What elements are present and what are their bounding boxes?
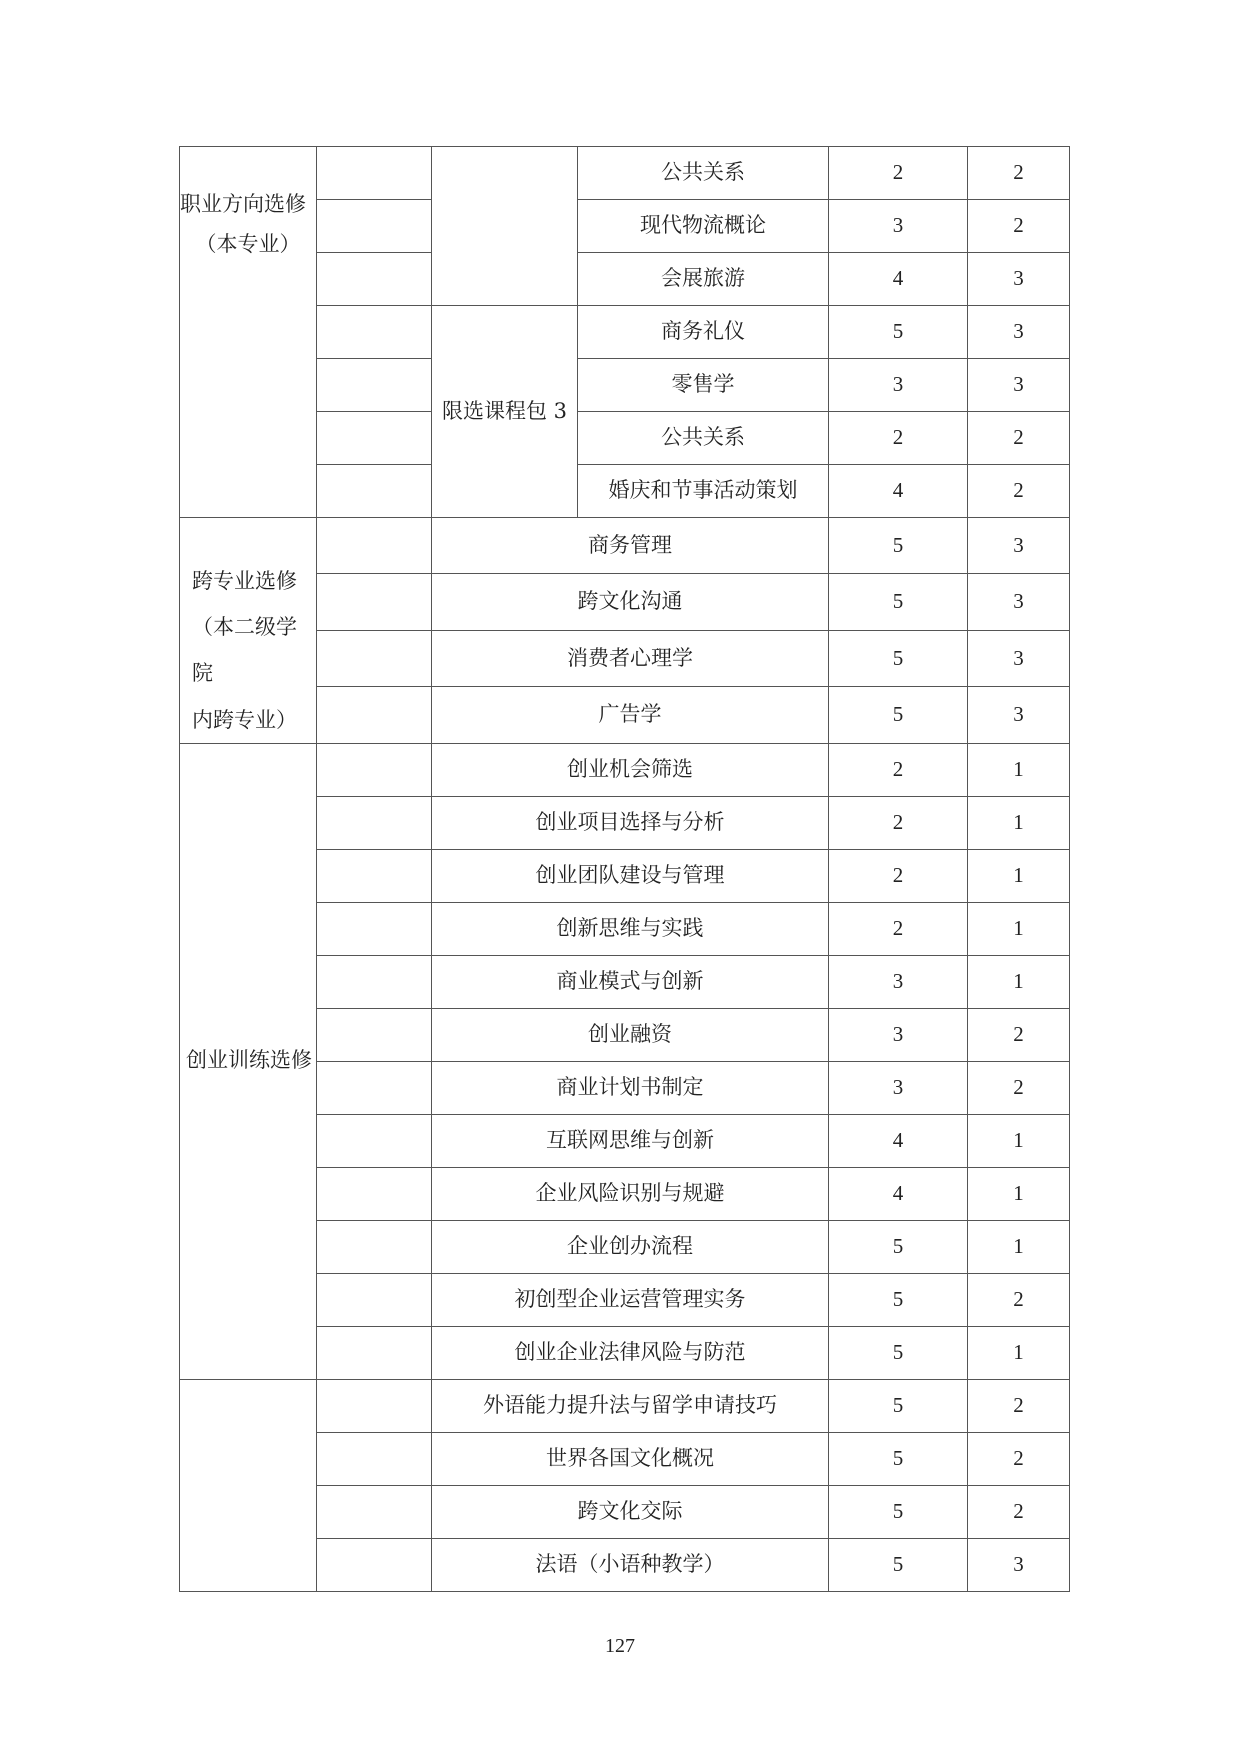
blank-cell [317, 200, 432, 253]
blank-cell [317, 253, 432, 306]
course-name: 公共关系 [578, 147, 829, 200]
semester-value: 2 [829, 902, 968, 955]
credit-value: 2 [968, 1061, 1070, 1114]
blank-cell [317, 1273, 432, 1326]
category-line: 内跨专业） [192, 707, 297, 732]
course-name: 广告学 [432, 687, 829, 743]
category-cell [180, 147, 317, 518]
course-name: 世界各国文化概况 [432, 1432, 829, 1485]
course-table [179, 146, 1070, 1592]
blank-cell [317, 630, 432, 686]
blank-cell [317, 412, 432, 465]
blank-cell [317, 1485, 432, 1538]
blank-cell [317, 1008, 432, 1061]
blank-cell [317, 518, 432, 574]
semester-value: 5 [829, 630, 968, 686]
credit-value: 3 [968, 253, 1070, 306]
course-name: 创业团队建设与管理 [432, 849, 829, 902]
course-name: 商业计划书制定 [432, 1061, 829, 1114]
course-name: 企业风险识别与规避 [432, 1167, 829, 1220]
course-name: 创业融资 [432, 1008, 829, 1061]
blank-cell [317, 955, 432, 1008]
credit-value: 2 [968, 1273, 1070, 1326]
credit-value: 3 [968, 574, 1070, 630]
blank-cell [317, 1114, 432, 1167]
course-name: 商务管理 [432, 518, 829, 574]
category-cell [180, 1379, 317, 1591]
semester-value: 2 [829, 849, 968, 902]
course-name: 创业机会筛选 [432, 743, 829, 796]
blank-cell [317, 849, 432, 902]
course-name: 现代物流概论 [578, 200, 829, 253]
course-name: 互联网思维与创新 [432, 1114, 829, 1167]
credit-value: 3 [968, 518, 1070, 574]
blank-cell [317, 1220, 432, 1273]
course-name: 法语（小语种教学） [432, 1538, 829, 1591]
course-name: 跨文化沟通 [432, 574, 829, 630]
course-name: 创业项目选择与分析 [432, 796, 829, 849]
semester-value: 5 [829, 1220, 968, 1273]
credit-value: 2 [968, 1008, 1070, 1061]
course-name: 消费者心理学 [432, 630, 829, 686]
semester-value: 5 [829, 1538, 968, 1591]
blank-cell [317, 902, 432, 955]
blank-cell [317, 1167, 432, 1220]
course-name: 初创型企业运营管理实务 [432, 1273, 829, 1326]
credit-value: 3 [968, 359, 1070, 412]
semester-value: 3 [829, 200, 968, 253]
course-name: 跨文化交际 [432, 1485, 829, 1538]
semester-value: 2 [829, 796, 968, 849]
blank-cell [317, 796, 432, 849]
credit-value: 1 [968, 1220, 1070, 1273]
course-name: 公共关系 [578, 412, 829, 465]
semester-value: 5 [829, 1273, 968, 1326]
credit-value: 3 [968, 306, 1070, 359]
page-number: 127 [605, 1635, 635, 1657]
blank-cell [317, 306, 432, 359]
blank-cell [317, 574, 432, 630]
credit-value: 1 [968, 902, 1070, 955]
credit-value: 3 [968, 687, 1070, 743]
blank-cell [317, 147, 432, 200]
semester-value: 5 [829, 518, 968, 574]
blank-cell [317, 1379, 432, 1432]
blank-cell [317, 1538, 432, 1591]
table-row [180, 743, 1070, 796]
blank-cell [317, 1061, 432, 1114]
semester-value: 4 [829, 1167, 968, 1220]
course-name: 商业模式与创新 [432, 955, 829, 1008]
semester-value: 4 [829, 1114, 968, 1167]
semester-value: 5 [829, 574, 968, 630]
table-row [180, 147, 1070, 200]
semester-value: 4 [829, 253, 968, 306]
credit-value: 2 [968, 1485, 1070, 1538]
credit-value: 1 [968, 1326, 1070, 1379]
category-line: 跨专业选修 [192, 569, 297, 593]
semester-value: 5 [829, 1326, 968, 1379]
semester-value: 2 [829, 412, 968, 465]
semester-value: 3 [829, 1008, 968, 1061]
credit-value: 2 [968, 465, 1070, 518]
credit-value: 1 [968, 743, 1070, 796]
package-cell: 限选课程包 3 [432, 306, 578, 518]
blank-cell [317, 687, 432, 743]
category-line: 职业方向选修 [180, 192, 306, 216]
credit-value: 1 [968, 1114, 1070, 1167]
semester-value: 5 [829, 306, 968, 359]
table-row [180, 1379, 1070, 1432]
course-name: 创业企业法律风险与防范 [432, 1326, 829, 1379]
credit-value: 1 [968, 796, 1070, 849]
course-name: 外语能力提升法与留学申请技巧 [432, 1379, 829, 1432]
table-row [180, 518, 1070, 574]
credit-value: 3 [968, 1538, 1070, 1591]
credit-value: 2 [968, 1432, 1070, 1485]
semester-value: 3 [829, 359, 968, 412]
semester-value: 3 [829, 955, 968, 1008]
semester-value: 5 [829, 1485, 968, 1538]
credit-value: 2 [968, 147, 1070, 200]
semester-value: 5 [829, 687, 968, 743]
credit-value: 2 [968, 1379, 1070, 1432]
credit-value: 2 [968, 200, 1070, 253]
course-name: 创新思维与实践 [432, 902, 829, 955]
semester-value: 5 [829, 1379, 968, 1432]
category-line: （本专业） [195, 231, 301, 256]
credit-value: 3 [968, 630, 1070, 686]
credit-value: 2 [968, 412, 1070, 465]
semester-value: 3 [829, 1061, 968, 1114]
package-cell [432, 147, 578, 306]
course-name: 会展旅游 [578, 253, 829, 306]
semester-value: 2 [829, 147, 968, 200]
credit-value: 1 [968, 955, 1070, 1008]
category-cell [180, 518, 317, 744]
course-name: 商务礼仪 [578, 306, 829, 359]
blank-cell [317, 1432, 432, 1485]
course-name: 婚庆和节事活动策划 [578, 465, 829, 518]
blank-cell [317, 743, 432, 796]
category-cell: 创业训练选修 [180, 743, 317, 1379]
credit-value: 1 [968, 849, 1070, 902]
course-name: 企业创办流程 [432, 1220, 829, 1273]
semester-value: 4 [829, 465, 968, 518]
blank-cell [317, 1326, 432, 1379]
semester-value: 2 [829, 743, 968, 796]
blank-cell [317, 359, 432, 412]
semester-value: 5 [829, 1432, 968, 1485]
credit-value: 1 [968, 1167, 1070, 1220]
course-name: 零售学 [578, 359, 829, 412]
blank-cell [317, 465, 432, 518]
category-line: （本二级学院 [192, 615, 297, 686]
